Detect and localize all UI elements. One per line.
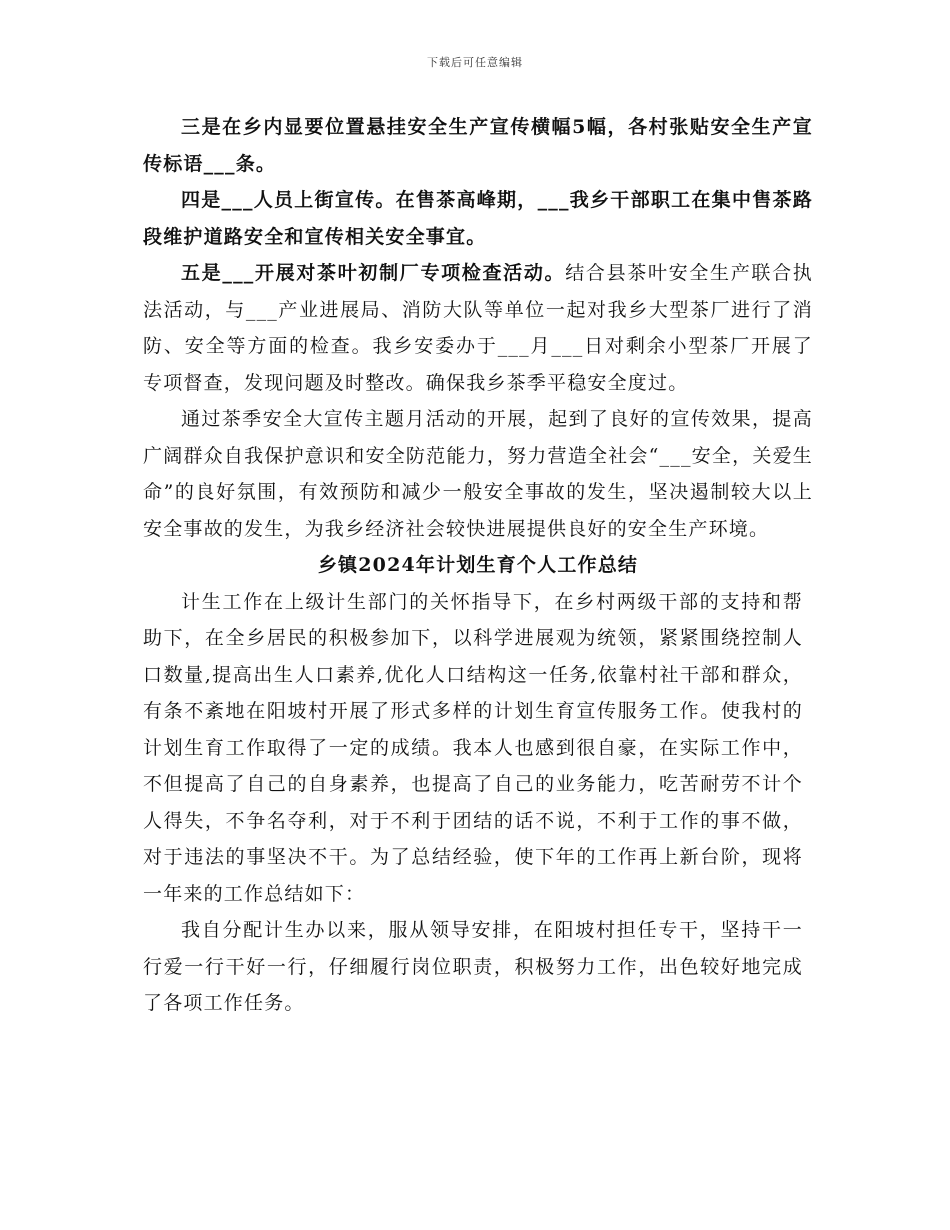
paragraph-five [143,255,813,401]
paragraph-five-lead: 五是___开展对茶叶初制厂专项检查活动。 [181,262,566,284]
section-paragraph-duty: 我自分配计生办以来，服从领导安排，在阳坡村担任专干，坚持干一行爱一行干好一行，仔细履行岗位职责，积极努力工作，出色较好地完成了各项工作任务。 [143,919,803,1014]
document-body [143,109,813,1022]
section-title: 乡镇2024年计划生育个人工作总结 [317,554,639,576]
paragraph-three: 三是在乡内显要位置悬挂安全生产宣传横幅5幅，各村张贴安全生产宣传标语___条。 [143,116,813,175]
page-header-note: 下载后可任意编辑 [427,56,523,69]
paragraph-five-body: 结合县茶叶安全生产联合执法活动，与___产业进展局、消防大队等单位一起对我乡大型茶厂进行了消防、安全等方面的检查。我乡安委办于___月___日对剩余小型茶厂开展了专项督查，发现问题及时整改。确保我乡茶季平稳安全度过。 [143,262,813,394]
paragraph-summary: 通过茶季安全大宣传主题月活动的开展，起到了良好的宣传效果，提高广阔群众自我保护意识和安全防范能力，努力营造全社会“___安全，关爱生命”的良好氛围，有效预防和减少一般安全事故的发生，坚决遏制较大以上安全事故的发生，为我乡经济社会较快进展提供良好的安全生产环境。 [143,408,813,540]
paragraph-four: 四是___人员上街宣传。在售茶高峰期，___我乡干部职工在集中售茶路段维护道路安全和宣传相关安全事宜。 [143,189,813,248]
section-paragraph-intro: 计生工作在上级计生部门的关怀指导下，在乡村两级干部的支持和帮助下，在全乡居民的积极参加下，以科学进展观为统领，紧紧围绕控制人口数量,提高出生人口素养,优化人口结构这一任务,依靠村社干部和群众，有条不紊地在阳坡村开展了形式多样的计划生育宣传服务工作。使我村的计划生育工作取得了一定的成绩。我本人也感到很自豪，在实际工作中，不但提高了自己的自身素养，也提高了自己的业务能力，吃苦耐劳不计个人得失，不争名夺利，对于不利于团结的话不说，不利于工作的事不做，对于违法的事坚决不干。为了总结经验，使下年的工作再上新台阶，现将一年来的工作总结如下： [143,590,803,905]
section-body [143,584,803,1022]
